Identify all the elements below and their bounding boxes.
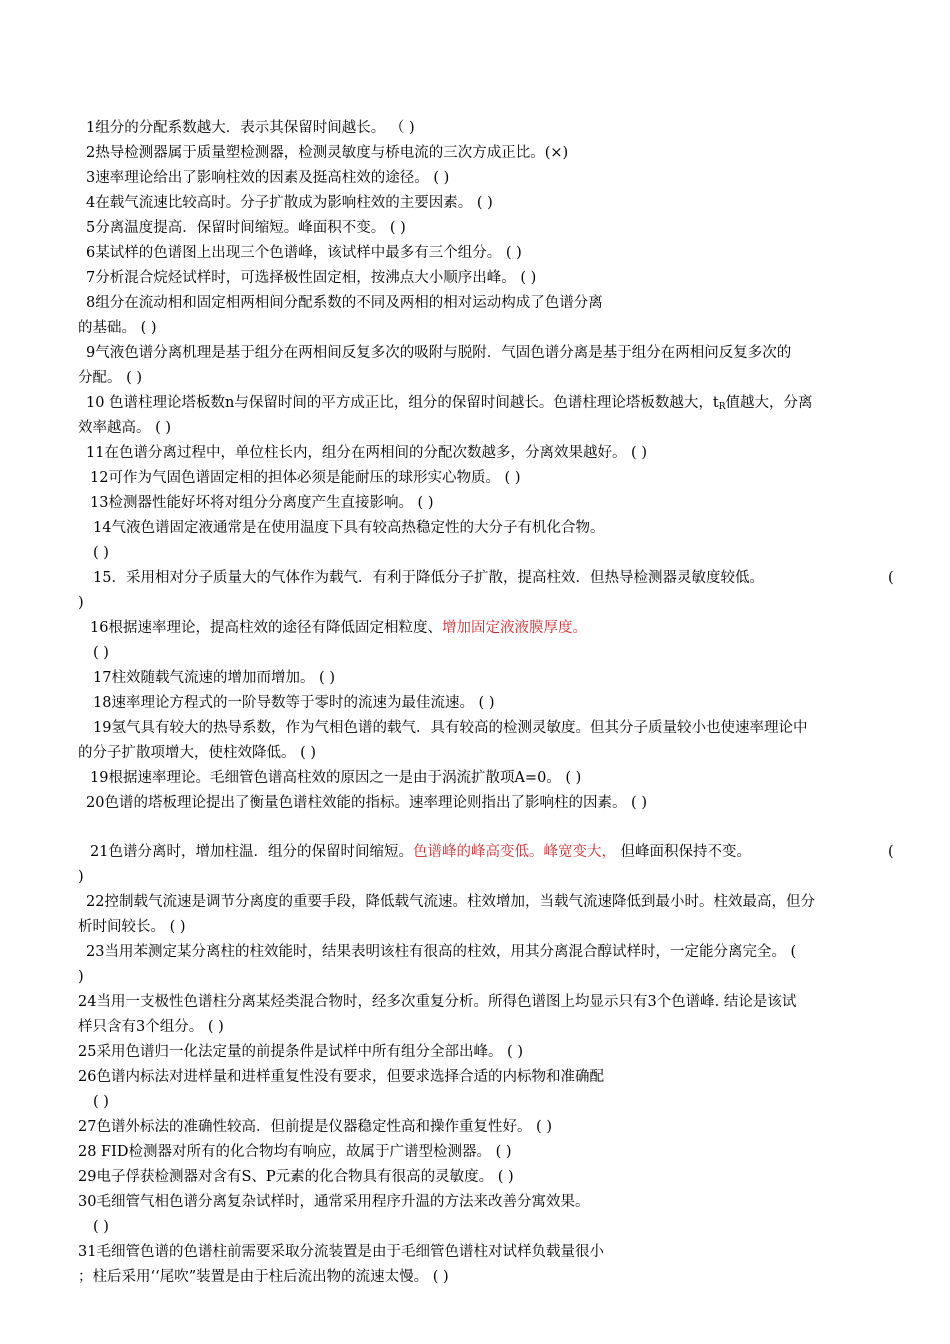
question-22-line-2: 析时间较长。 ( ) (78, 919, 186, 935)
question-16-line-2: ( ) (93, 645, 109, 661)
question-29: 29电子俘获检测器对含有S、P元素的化合物具有很高的灵敏度。 ( ) (78, 1169, 514, 1185)
question-14-line-1: 14气液色谱固定液通常是在使用温度下具有较高热稳定性的大分子有机化合物。 (93, 520, 605, 536)
question-23-line-1: 23当用苯测定某分离柱的柱效能时，结果表明该柱有很高的柱效，用其分离混合醇试样时，一定能分离完全。 ( (86, 944, 797, 960)
question-14-line-2: ( ) (93, 545, 109, 561)
question-28: 28 FID检测器对所有的化合物均有响应，故属于广谱型检测器。 ( ) (78, 1144, 512, 1160)
question-17: 17柱效随载气流速的增加而增加。 ( ) (93, 670, 335, 686)
question-13: 13检测器性能好坏将对组分分离度产生直接影响。 ( ) (90, 495, 434, 511)
question-10-line-1: 10 色谱柱理论塔板数n与保留时间的平方成正比，组分的保留时间越长。色谱柱理论塔板数越大，$t_R$值越大，分离 (86, 395, 813, 412)
question-24-line-2: 样只含有3个组分。 ( ) (78, 1019, 224, 1035)
question-9-line-2: 分配。 ( ) (78, 370, 143, 386)
question-8-line-2: 的基础。 ( ) (78, 320, 157, 336)
question-25: 25采用色谱归一化法定量的前提条件是试样中所有组分全部出峰。 ( ) (78, 1044, 523, 1060)
question-15-line-2: ) (78, 595, 84, 611)
question-21-line-2: ) (78, 869, 84, 885)
question-31-line-1: 31毛细管色谱的色谱柱前需要采取分流装置是由于毛细管色谱柱对试样负载量很小 (78, 1244, 604, 1260)
question-30-line-1: 30毛细管气相色谱分离复杂试样时，通常采用程序升温的方法来改善分寓效果。 (78, 1194, 590, 1210)
question-1: 1组分的分配系数越大．表示其保留时间越长。 （ ) (86, 120, 415, 136)
question-31-line-2: ；柱后采用‘‘尾吹”装置是由于柱后流出物的流速太慢。 ( ) (78, 1269, 449, 1285)
question-15-line-1: 15．采用相对分子质量大的气体作为载气．有利于降低分子扩散，提高柱效．但热导检测器灵敏度较低。 (93, 570, 764, 586)
question-6: 6某试样的色谱图上出现三个色谱峰，该试样中最多有三个组分。 ( ) (86, 245, 522, 261)
question-26-line-1: 26色谱内标法对进样量和进样重复性没有要求，但要求选择合适的内标物和准确配 (78, 1069, 604, 1085)
question-5: 5分离温度提高．保留时间缩短。峰面积不变。 ( ) (86, 220, 406, 236)
question-12: 12可作为气固色谱固定相的担体必须是能耐压的球形实心物质。 ( ) (90, 470, 521, 486)
question-21-line-1: 21色谱分离时，增加柱温．组分的保留时间缩短。色谱峰的峰高变低。峰宽变大， 但峰面积保持不变。 (90, 844, 752, 860)
question-30-line-2: ( ) (93, 1219, 109, 1235)
highlight-red-text: 增加固定液液膜厚度。 (441, 620, 587, 636)
question-20: 20色谱的塔板理论提出了衡量色谱柱效能的指标。速率理论则指出了影响柱的因素。 ( ) (86, 795, 647, 811)
question-3: 3速率理论给出了影响柱效的因素及挺高柱效的途径。 ( ) (86, 170, 450, 186)
question-7: 7分析混合烷烃试样时，可选择极性固定相，按沸点大小顺序出峰。 ( ) (86, 270, 537, 286)
question-19b: 19根据速率理论。毛细管色谱高柱效的原因之一是由于涡流扩散项A=0。 ( ) (90, 770, 582, 786)
question-24-line-1: 24当用一支极性色谱柱分离某烃类混合物时，经多次重复分析。所得色谱图上均显示只有3个色谱峰. 结论是该试 (78, 994, 797, 1010)
question-16-line-1: 16根据速率理论，提高柱效的途径有降低固定相粒度、增加固定液液膜厚度。 (90, 620, 587, 636)
question-22-line-1: 22控制载气流速是调节分离度的重要手段，降低载气流速。柱效增加，当载气流速降低到最小时。柱效最高，但分 (86, 894, 815, 910)
question-23-line-2: ) (78, 969, 84, 985)
question-4: 4在载气流速比较高时。分子扩散成为影响柱效的主要因素。 ( ) (86, 195, 493, 211)
highlight-red-text: 色谱峰的峰高变低。峰宽变大， (412, 844, 616, 860)
question-9-line-1: 9气液色谱分离机理是基于组分在两相间反复多次的吸附与脱附．气固色谱分离是基于组分在两相问反复多次的 (86, 345, 792, 361)
question-21-paren: ( (888, 844, 894, 860)
question-19-line-2: 的分子扩散项增大，使柱效降低。 ( ) (78, 745, 317, 761)
question-2: 2热导检测器属于质量塑检测器，检测灵敏度与桥电流的三次方成正比。(×) (86, 145, 569, 161)
question-15-paren: ( (888, 570, 894, 586)
question-19-line-1: 19氢气具有较大的热导系数，作为气相色谱的载气．具有较高的检测灵敏度。但其分子质量较小也使速率理论中 (93, 720, 808, 736)
subscript-r: R (718, 402, 726, 412)
question-8-line-1: 8组分在流动相和固定相两相间分配系数的不同及两相的相对运动构成了色谱分离 (86, 295, 603, 311)
question-11: 11在色谱分离过程中，单位柱长内，组分在两相间的分配次数越多，分离效果越好。 ( ) (86, 445, 647, 461)
question-26-line-2: ( ) (93, 1094, 109, 1110)
question-27: 27色谱外标法的准确性较高．但前提是仪器稳定性高和操作重复性好。 ( ) (78, 1119, 552, 1135)
question-10-line-2: 效率越高。 ( ) (78, 420, 172, 436)
question-18: 18速率理论方程式的一阶导数等于零时的流速为最佳流速。 ( ) (93, 695, 495, 711)
